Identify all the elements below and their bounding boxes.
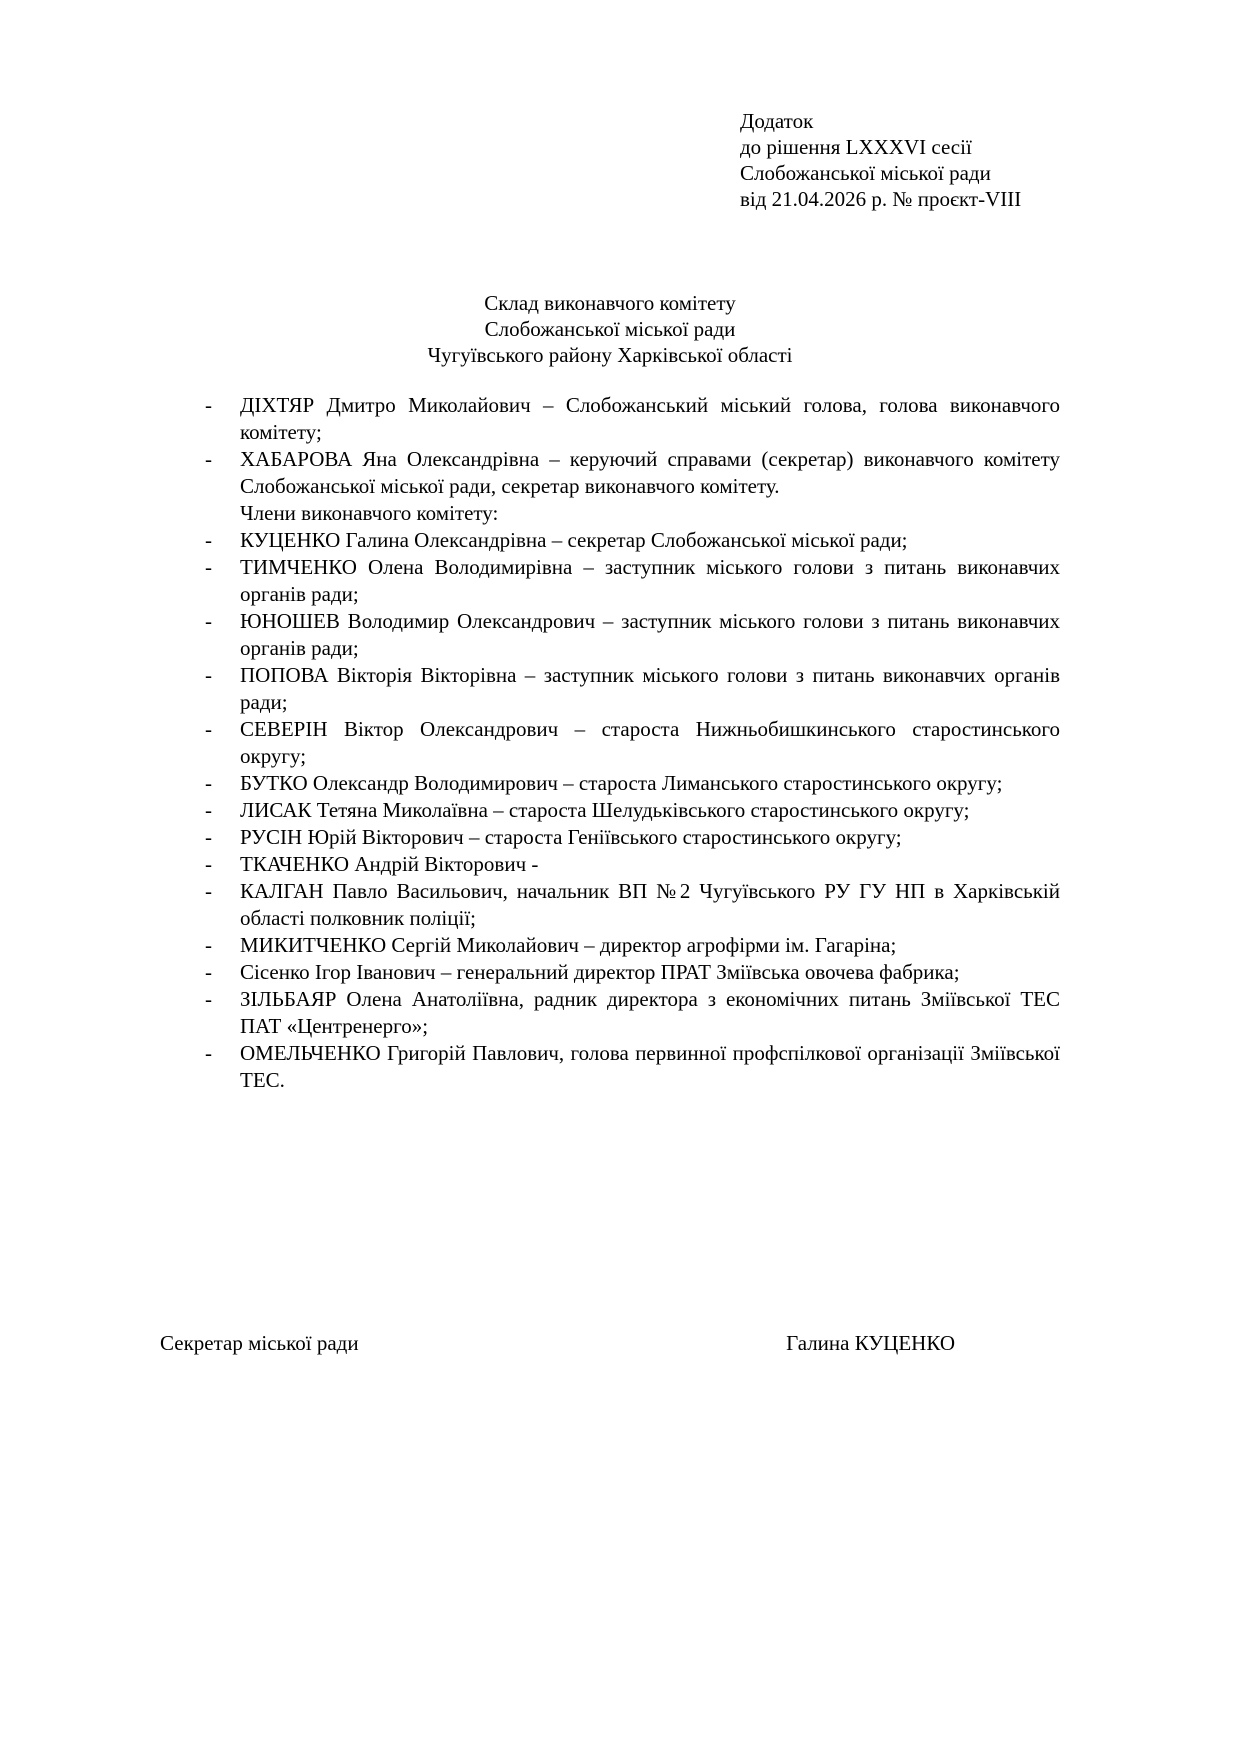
list-item-text: БУТКО Олександр Володимирович – староста Лиманського старостинського округу; — [240, 771, 1003, 795]
list-item-text: КАЛГАН Павло Васильович, начальник ВП №2 Чугуївського РУ ГУ НП в Харківській області полковник поліції; — [240, 879, 1060, 930]
signature-row — [160, 1330, 1060, 1357]
list-item-text: ХАБАРОВА Яна Олександрівна – керуючий справами (секретар) виконавчого комітету Слобожанської міської ради, секретар виконавчого комітету. — [240, 447, 1060, 498]
header-line: Додаток — [740, 109, 814, 133]
document-header — [740, 108, 1080, 212]
list-item-marker: - — [205, 555, 212, 579]
list-item-marker: - — [205, 1041, 212, 1065]
title-line: Слобожанської міської ради — [484, 317, 736, 341]
list-item — [160, 770, 1060, 797]
list-item-marker: - — [205, 528, 212, 552]
list-item-text: ТКАЧЕНКО Андрій Вікторович - — [240, 852, 539, 876]
list-item — [160, 878, 1060, 932]
list-item — [160, 662, 1060, 716]
document-title — [160, 290, 1060, 368]
signature-title: Секретар міської ради — [160, 1331, 359, 1355]
list-item-marker: - — [205, 960, 212, 984]
list-item — [160, 608, 1060, 662]
list-item-text: Члени виконавчого комітету: — [240, 501, 499, 525]
list-item-marker: - — [205, 393, 212, 417]
list-item-marker: - — [205, 879, 212, 903]
list-item — [160, 527, 1060, 554]
list-item-text: ЗІЛЬБАЯР Олена Анатоліївна, радник директора з економічних питань Зміївської ТЕС ПАТ «Центренерго»; — [240, 987, 1060, 1038]
title-line: Склад виконавчого комітету — [484, 291, 736, 315]
list-item-marker: - — [205, 987, 212, 1011]
list-item — [160, 392, 1060, 446]
list-item-marker: - — [205, 798, 212, 822]
list-item-marker: - — [205, 852, 212, 876]
list-item — [160, 824, 1060, 851]
list-item-text: КУЦЕНКО Галина Олександрівна – секретар Слобожанської міської ради; — [240, 528, 908, 552]
member-list — [160, 392, 1060, 1094]
list-item — [160, 554, 1060, 608]
list-item-text: Сісенко Ігор Іванович – генеральний директор ПРАТ Зміївська овочева фабрика; — [240, 960, 960, 984]
list-item-marker: - — [205, 771, 212, 795]
list-item-text: СЕВЕРІН Віктор Олександрович – староста Нижньобишкинського старостинського округу; — [240, 717, 1060, 768]
list-item-text: ЛИСАК Тетяна Миколаївна – староста Шелудьківського старостинського округу; — [240, 798, 970, 822]
list-item-marker: - — [205, 933, 212, 957]
list-item — [160, 851, 1060, 878]
header-line: до рішення LXXXVI сесії — [740, 135, 972, 159]
list-item-text: РУСІН Юрій Вікторович – староста Геніївського старостинського округу; — [240, 825, 902, 849]
list-item-marker: - — [205, 663, 212, 687]
header-line: Слобожанської міської ради — [740, 161, 991, 185]
list-item-text: ДІХТЯР Дмитро Миколайович – Слобожанський міський голова, голова виконавчого комітету; — [240, 393, 1060, 444]
list-item-text: ОМЕЛЬЧЕНКО Григорій Павлович, голова первинної профспілкової організації Зміївської ТЕС. — [240, 1041, 1060, 1092]
list-item-text: МИКИТЧЕНКО Сергій Миколайович – директор агрофірми ім. Гагаріна; — [240, 933, 897, 957]
list-item — [160, 986, 1060, 1040]
list-item — [160, 1040, 1060, 1094]
title-line: Чугуївського району Харківської області — [427, 343, 793, 367]
list-item-marker: - — [205, 609, 212, 633]
list-item — [160, 959, 1060, 986]
list-item — [160, 716, 1060, 770]
header-line: від 21.04.2026 р. № проєкт-VIII — [740, 187, 1022, 211]
list-item-text: ЮНОШЕВ Володимир Олександрович – заступник міського голови з питань виконавчих органів ради; — [240, 609, 1060, 660]
list-item-marker: - — [205, 447, 212, 471]
list-item — [160, 446, 1060, 500]
list-item — [160, 797, 1060, 824]
list-item-text: ТИМЧЕНКО Олена Володимирівна – заступник міського голови з питань виконавчих органів ради; — [240, 555, 1060, 606]
list-item — [160, 932, 1060, 959]
list-item-text: ПОПОВА Вікторія Вікторівна – заступник міського голови з питань виконавчих органів ради; — [240, 663, 1060, 714]
signature-name: Галина КУЦЕНКО — [786, 1331, 955, 1355]
list-item — [160, 500, 1060, 527]
list-item-marker: - — [205, 717, 212, 741]
list-item-marker: - — [205, 825, 212, 849]
